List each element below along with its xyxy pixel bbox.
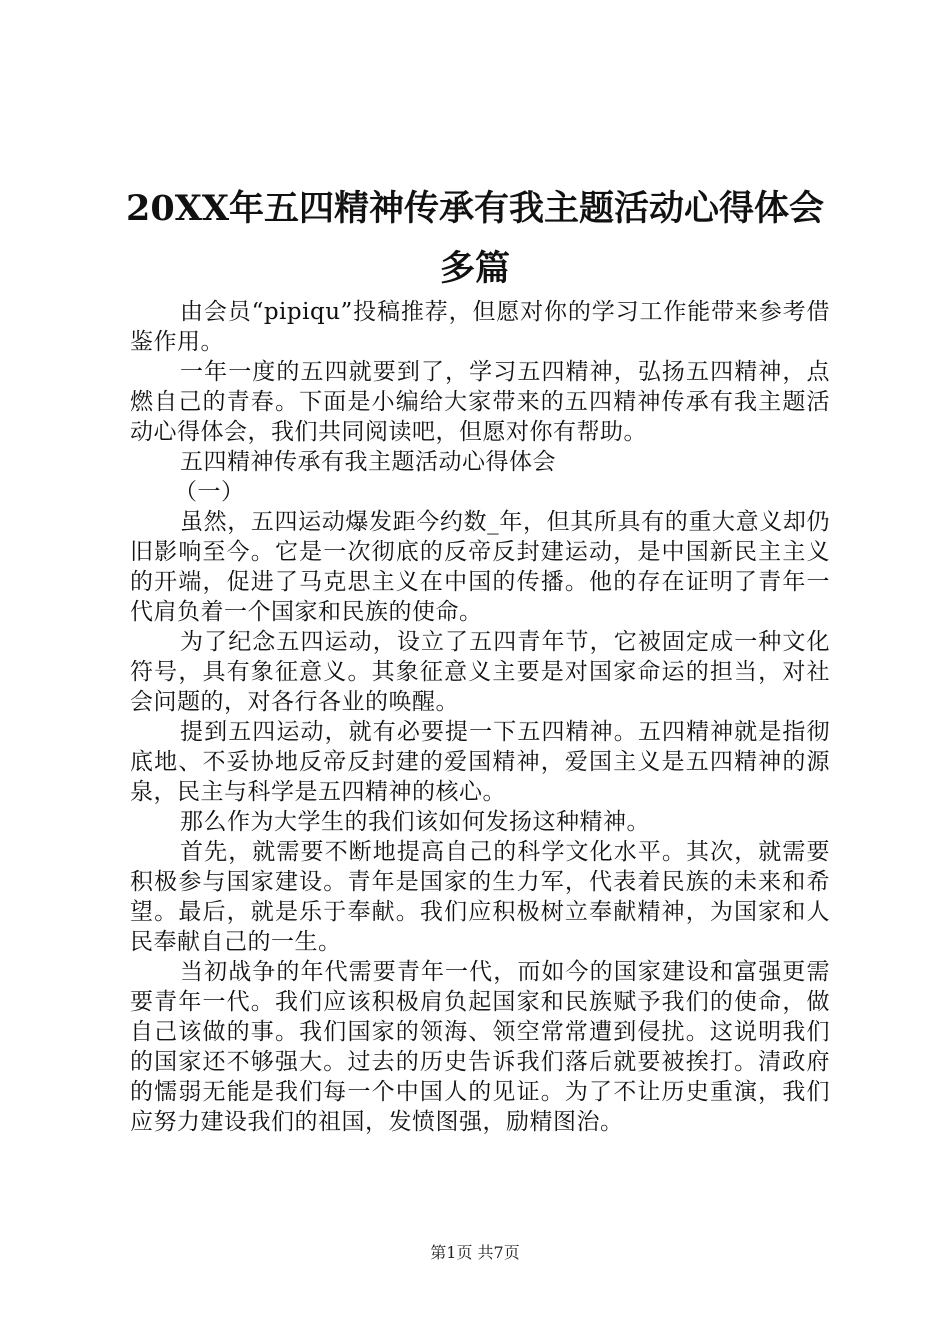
paragraph: 为了纪念五四运动，设立了五四青年节，它被固定成一种文化符号，具有象征意义。其象征意义主要是对国家命运的担当，对社会问题的，对各行各业的唤醒。 xyxy=(130,629,830,715)
document-body xyxy=(130,297,830,1137)
section-heading: 五四精神传承有我主题活动心得体会 xyxy=(180,449,556,475)
document-title-line2: 多篇 xyxy=(439,248,510,289)
document-title-line1: 20XX年五四精神传承有我主题活动心得体会 xyxy=(125,188,825,229)
paragraph-lead: 一年一度的五四就要到了，学习五四精神，弘扬五四精神，点燃自己的青春。下面是小编给大家带来的五四精神传承有我主题活动心得体会，我们共同阅读吧，但愿对你有帮助。 xyxy=(130,359,830,445)
paragraph-intro: 由会员“pipiqu”投稿推荐，但愿对你的学习工作能带来参考借鉴作用。 xyxy=(130,299,830,355)
paragraph: 虽然，五四运动爆发距今约数_年，但其所具有的重大意义却仍旧影响至今。它是一次彻底的反帝反封建运动，是中国新民主主义的开端，促进了马克思主义在中国的传播。他的存在证明了青年一代肩负着一个国家和民族的使命。 xyxy=(130,509,830,625)
paragraph: 那么作为大学生的我们该如何发扬这种精神。 xyxy=(180,809,650,835)
page-footer: 第1页 共7页 xyxy=(430,1243,520,1262)
paragraph: 首先，就需要不断地提高自己的科学文化水平。其次，就需要积极参与国家建设。青年是国家的生力军，代表着民族的未来和希望。最后，就是乐于奉献。我们应积极树立奉献精神，为国家和人民奉献自己的一生。 xyxy=(130,839,830,955)
paragraph: 提到五四运动，就有必要提一下五四精神。五四精神就是指彻底地、不妥协地反帝反封建的爱国精神，爱国主义是五四精神的源泉，民主与科学是五四精神的核心。 xyxy=(130,719,830,805)
paragraph: 当初战争的年代需要青年一代，而如今的国家建设和富强更需要青年一代。我们应该积极肩负起国家和民族赋予我们的使命，做自己该做的事。我们国家的领海、领空常常遭到侵扰。这说明我们的国家还不够强大。过去的历史告诉我们落后就要被挨打。清政府的懦弱无能是我们每一个中国人的见证。为了不让历史重演，我们应努力建设我们的祖国，发愤图强，励精图治。 xyxy=(130,959,830,1135)
section-number: （一） xyxy=(174,479,245,505)
